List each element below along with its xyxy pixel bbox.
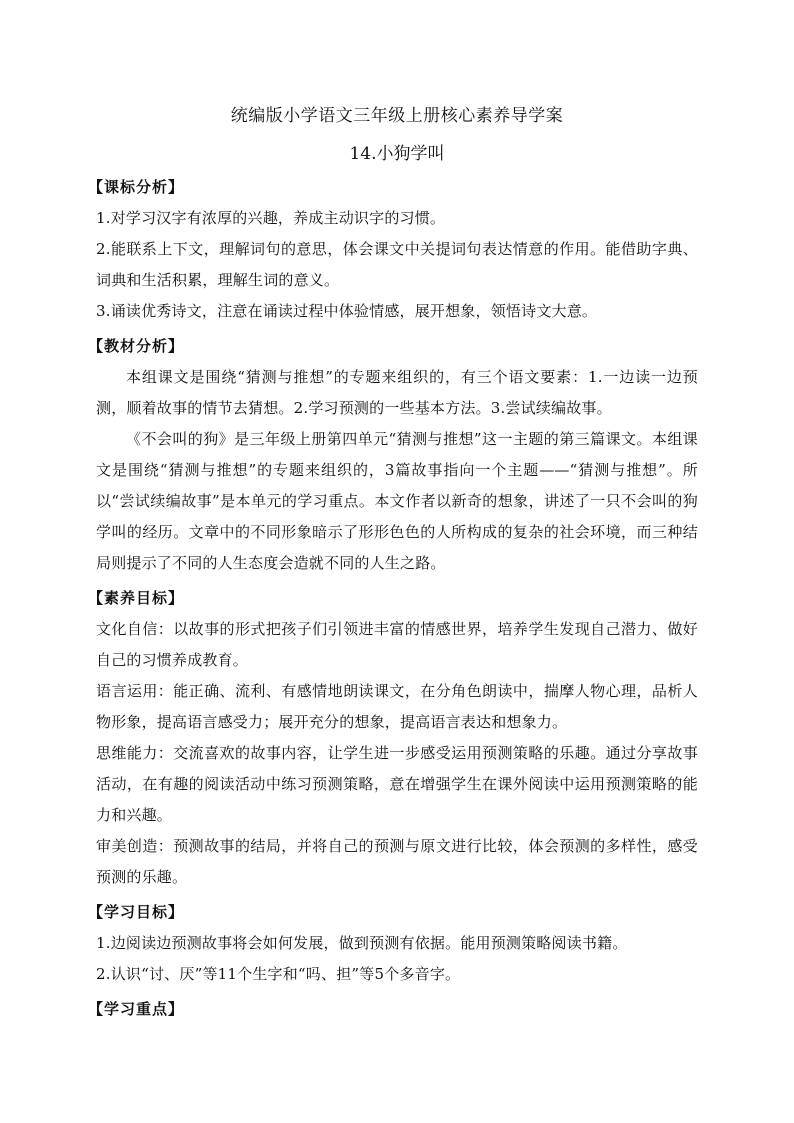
section-heading-curriculum: 【课标分析】 bbox=[88, 178, 185, 196]
literacy-item-language: 语言运用：能正确、流利、有感情地朗读课文，在分角色朗读中，揣摩人物心理，品析人物形象，提高语言感受力；展开充分的想象，提高语言表达和想象力。 bbox=[96, 682, 698, 731]
lesson-title: 14.小狗学叫 bbox=[349, 144, 445, 164]
section-heading-key-points: 【学习重点】 bbox=[88, 1000, 185, 1018]
curriculum-list bbox=[96, 203, 698, 327]
objective-item-1: 1.边阅读边预测故事将会如何发展，做到预测有依据。能用预测策略阅读书籍。 bbox=[96, 934, 628, 952]
section-heading-literacy: 【素养目标】 bbox=[88, 589, 185, 607]
curriculum-item-1: 1.对学习汉字有浓厚的兴趣，养成主动识字的习惯。 bbox=[96, 209, 446, 227]
literacy-list bbox=[96, 614, 698, 893]
document-title: 统编版小学语文三年级上册核心素养导学案 bbox=[230, 106, 564, 126]
curriculum-item-2: 2.能联系上下文，理解词句的意思，体会课文中关提词句表达情意的作用。能借助字典、词典和生活积累，理解生词的意义。 bbox=[96, 240, 698, 289]
literacy-item-culture: 文化自信：以故事的形式把孩子们引领进丰富的情感世界，培养学生发现自己潜力、做好自己的习惯养成教育。 bbox=[96, 620, 698, 669]
section-heading-textbook: 【教材分析】 bbox=[88, 337, 185, 355]
curriculum-item-3: 3.诵读优秀诗文，注意在诵读过程中体验情感，展开想象，领悟诗文大意。 bbox=[96, 302, 598, 320]
objective-item-2: 2.认识“讨、厌”等11个生字和“吗、担”等5个多音字。 bbox=[96, 965, 461, 983]
section-heading-objectives: 【学习目标】 bbox=[88, 903, 185, 921]
textbook-paragraph-2: 《不会叫的狗》是三年级上册第四单元“猜测与推想”这一主题的第三篇课文。本组课文是围绕“猜测与推想”的专题来组织的，3篇故事指向一个主题——“猜测与推想”。所以“尝试续编故事”是本单元的学习重点。本文作者以新奇的想象，讲述了一只不会叫的狗学叫的经历。文章中的不同形象暗示了形形色色的人所构成的复杂的社会环境，而三种结局则提示了不同的人生态度会造就不同的人生之路。 bbox=[96, 430, 698, 572]
literacy-item-thinking: 思维能力：交流喜欢的故事内容，让学生进一步感受运用预测策略的乐趣。通过分享故事活动，在有趣的阅读活动中练习预测策略，意在增强学生在课外阅读中运用预测策略的能力和兴趣。 bbox=[96, 744, 698, 824]
objectives-list bbox=[96, 928, 698, 990]
literacy-item-aesthetic: 审美创造：预测故事的结局，并将自己的预测与原文进行比较，体会预测的多样性，感受预测的乐趣。 bbox=[96, 837, 698, 886]
textbook-paragraph-1: 本组课文是围绕“猜测与推想”的专题来组织的，有三个语文要素：1.一边读一边预测，顺着故事的情节去猜想。2.学习预测的一些基本方法。3.尝试续编故事。 bbox=[96, 368, 698, 417]
